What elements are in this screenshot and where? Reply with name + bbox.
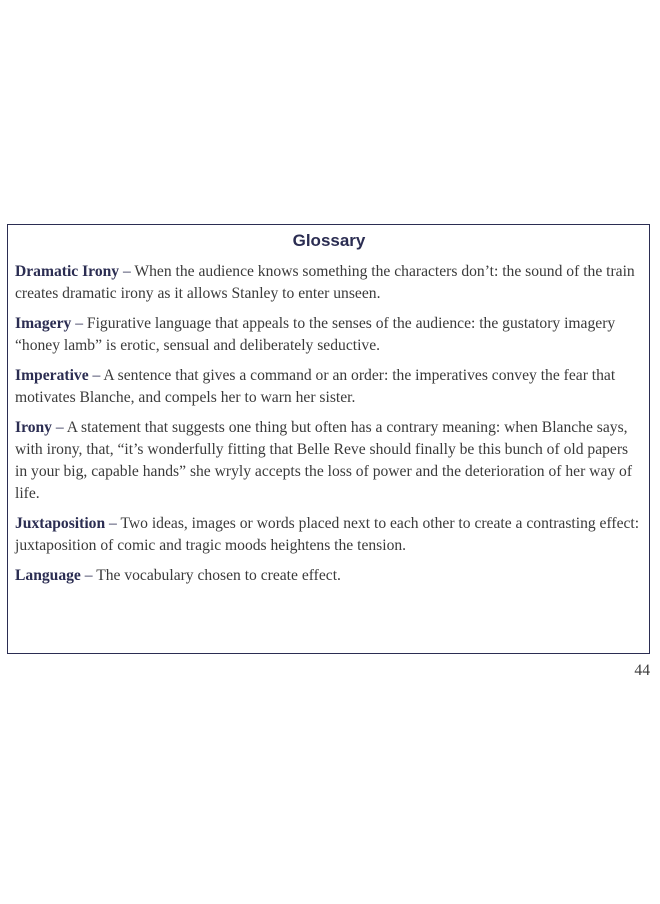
glossary-title: Glossary (292, 231, 366, 250)
glossary-term: Juxtaposition (15, 515, 106, 532)
term-dash: – (75, 315, 83, 332)
term-dash: – (109, 515, 117, 532)
glossary-term: Irony (15, 419, 52, 436)
glossary-entry-imperative (15, 365, 643, 409)
glossary-entry-juxtaposition (15, 513, 643, 557)
glossary-term: Imagery (15, 315, 72, 332)
glossary-definition: Two ideas, images or words placed next to each other to create a contrasting effect: juxtaposition of comic and tragic moods heightens the tension. (15, 515, 640, 554)
term-dash: – (55, 419, 64, 436)
term-dash: – (92, 367, 101, 384)
glossary-entry-irony (15, 417, 643, 505)
glossary-term: Dramatic Irony (15, 263, 120, 280)
glossary-entry-dramatic-irony (15, 261, 643, 305)
glossary-term: Imperative (15, 367, 89, 384)
glossary-entry-language (15, 565, 643, 587)
term-dash: – (123, 263, 131, 280)
page-number: 44 (634, 662, 650, 679)
glossary-entry-imagery (15, 313, 643, 357)
glossary-definition: Figurative language that appeals to the senses of the audience: the gustatory imagery “honey lamb” is erotic, sensual and deliberately seductive. (15, 315, 616, 354)
glossary-definition: A sentence that gives a command or an order: the imperatives convey the fear that motivates Blanche, and compels her to warn her sister. (15, 367, 616, 406)
glossary-term: Language (15, 567, 81, 584)
term-dash: – (84, 567, 93, 584)
glossary-box (7, 224, 650, 654)
glossary-definition: The vocabulary chosen to create effect. (96, 567, 341, 584)
glossary-definition: A statement that suggests one thing but often has a contrary meaning: when Blanche says, with irony, that, “it’s wonderfully fitting that Belle Reve should finally be this bunch of old papers in your big, capable hands” she wryly accepts the loss of power and the deterioration of her way of life. (15, 419, 633, 502)
glossary-definition: When the audience knows something the characters don’t: the sound of the train creates dramatic irony as it allows Stanley to enter unseen. (15, 263, 635, 302)
